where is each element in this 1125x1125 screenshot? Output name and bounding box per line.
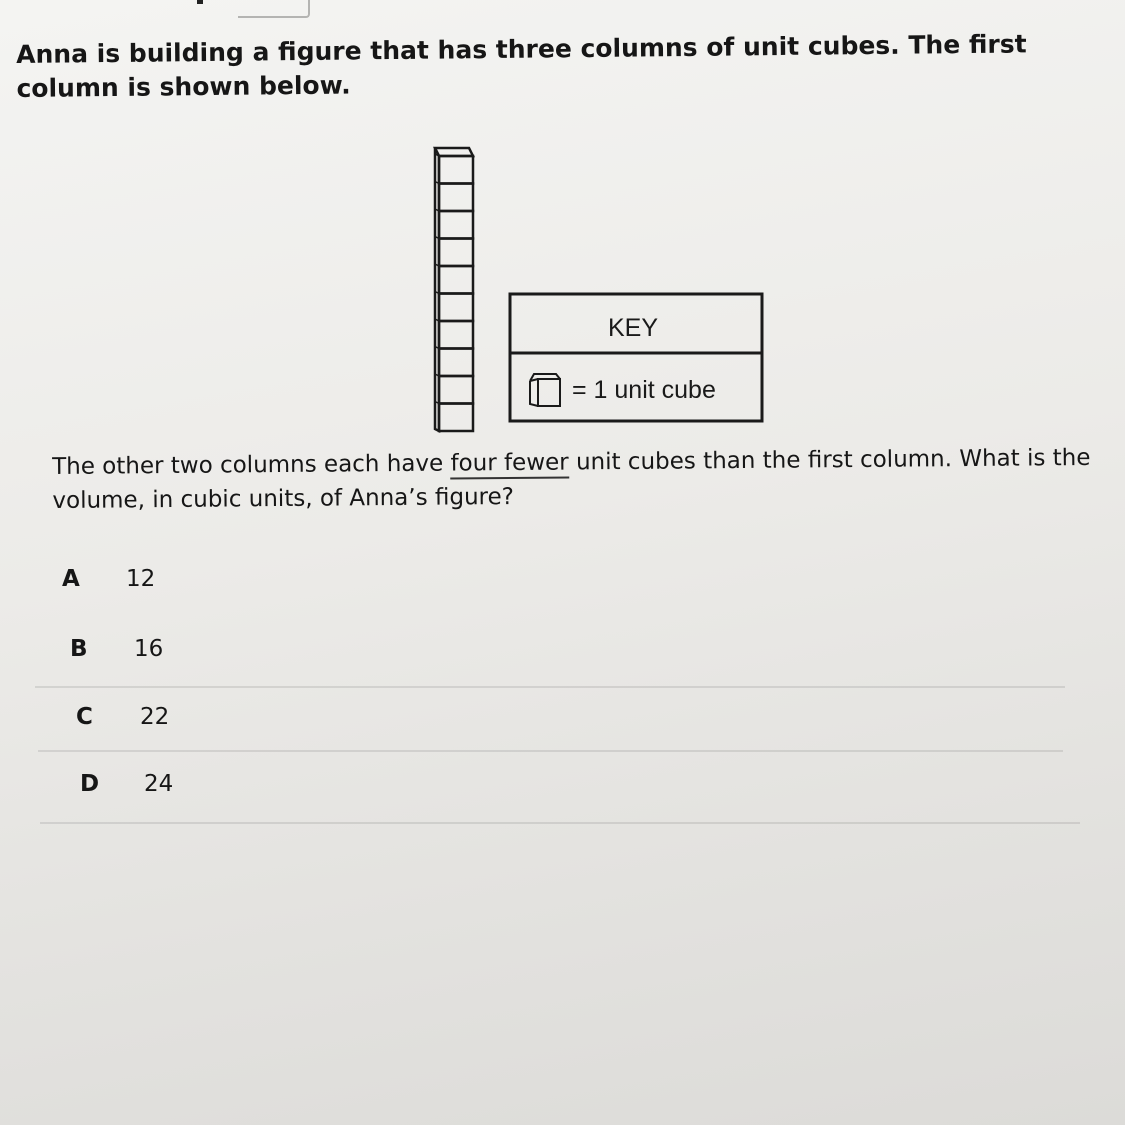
unit-cube (439, 184, 473, 212)
unit-cube (439, 239, 473, 267)
unit-cube (439, 294, 473, 322)
answer-choice-b[interactable] (70, 636, 163, 662)
bleed-through-line (40, 822, 1080, 824)
answer-choice-d[interactable] (80, 771, 173, 797)
page-top-mark (197, 0, 203, 4)
choice-value: 12 (126, 566, 156, 592)
cube-figure-svg (420, 138, 780, 438)
key-title: KEY (607, 314, 659, 342)
unit-cube (439, 376, 473, 404)
choice-value: 24 (144, 771, 174, 797)
bleed-through-line (35, 686, 1065, 688)
choice-value: 22 (140, 704, 170, 730)
unit-cube (439, 349, 473, 377)
answer-choice-a[interactable] (62, 566, 155, 592)
choice-value: 16 (134, 636, 164, 662)
unit-cube (439, 211, 473, 239)
answer-choice-c[interactable] (76, 704, 169, 730)
cube-figure (420, 138, 780, 438)
bleed-through-line (38, 750, 1063, 752)
unit-cube-icon (530, 374, 560, 406)
key-box (510, 294, 762, 421)
unit-cube (439, 321, 473, 349)
problem-prompt: Anna is building a figure that has three columns of unit cubes. The first column is shown below. (16, 29, 1027, 103)
choice-letter: A (62, 566, 80, 592)
question-part: The other two columns each have (52, 450, 451, 480)
choice-letter: D (80, 771, 100, 797)
question-part: unit cubes than the first column. What is the volume, in cubic units, of Anna’s figure? (52, 444, 1091, 514)
unit-cube (439, 404, 473, 432)
unit-cube (439, 156, 473, 184)
page-top-bracket (238, 0, 310, 18)
key-text: = 1 unit cube (572, 376, 716, 404)
unit-cube (439, 266, 473, 294)
cube-column (435, 148, 473, 431)
choice-letter: B (70, 636, 88, 662)
question-emphasis: four fewer (450, 449, 568, 479)
choice-letter: C (76, 704, 93, 730)
question-text (52, 441, 1113, 518)
